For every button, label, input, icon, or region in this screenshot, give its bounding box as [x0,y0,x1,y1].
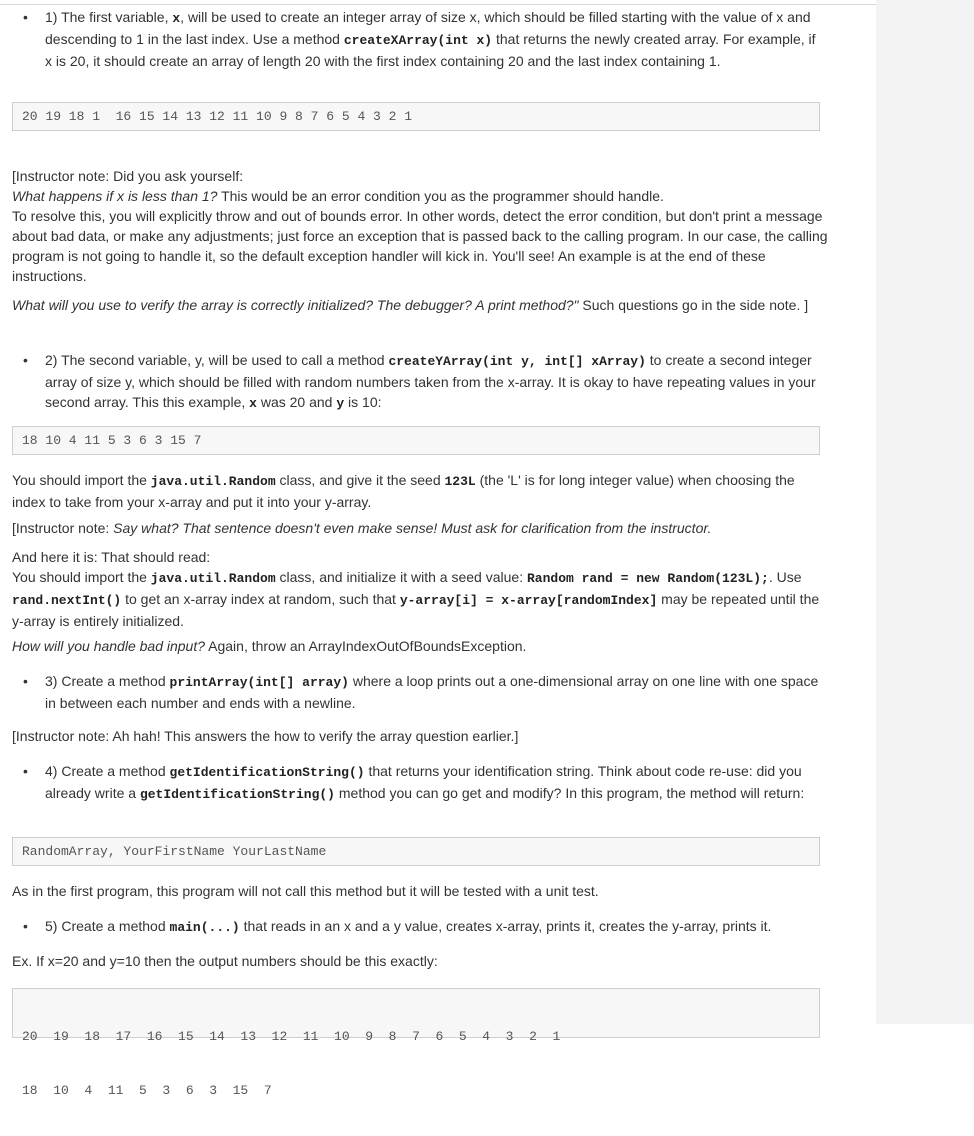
step-text: that reads in an x and a y value, creates x-array, prints it, creates the y-array, prints it. [239,918,772,934]
note-question: How will you handle bad input? [12,638,206,654]
step-number: 3) [45,673,58,689]
clarification-text [12,567,832,631]
note-text: Such questions go in the side note. ] [578,297,809,313]
step-text: Create a method [57,763,170,779]
inline-code: java.util.Random [150,571,276,586]
instructor-note-1 [12,166,832,286]
code-line: 18 10 4 11 5 3 6 3 15 7 [22,1083,272,1098]
code-line: 20 19 18 17 16 15 14 13 12 11 10 9 8 7 6 5 4 3 2 1 [22,1029,561,1044]
inline-code: 123L [444,474,476,489]
note-text: To resolve this, you will explicitly throw and out of bounds error. In other words, detect the error condition, but don't print a message about bad data, or make any adjustments; just force an exception that is passed back to the calling program. In our case, the calling program is not going to handle it, so the default exception handler will kick in. You'll see! An example is at the end of these instructions. [12,208,828,284]
step-number: 1) [45,9,58,25]
paragraph-text: Again, throw an ArrayIndexOutOfBoundsException. [205,638,527,654]
clarification-paragraph [12,547,832,631]
right-sidebar [876,0,974,1024]
paragraph-text: may be repeated until the y-array is entirely initialized. [12,591,820,629]
step-text: to create a second integer array of size y, which should be filled with random numbers taken from the x-array. It is okay to have repeating values in your second array. This this example, [45,352,816,410]
inline-code: y-array[i] = x-array[randomIndex] [399,593,658,608]
inline-code: main(...) [169,920,240,935]
step-text: Create a method [57,673,170,689]
instructor-note-1-question [12,295,832,315]
note-line: [Instructor note: Did you ask yourself: [12,168,244,184]
paragraph-text: And here it is: That should read: [12,549,211,565]
step-text: that returns your identification string. Think about code re-use: did you already write a [45,763,802,801]
step-text: where a loop prints out a one-dimensional array on one line with one space in between each number and ends with a newline. [45,673,819,711]
paragraph-text: You should import the [12,472,151,488]
code-output-y-array: 18 10 4 11 5 3 6 3 15 7 [12,426,820,455]
note-question: Say what? That sentence doesn't even make sense! Must ask for clarification from the instructor. [113,520,712,536]
note-question: What happens if x is less than 1? [12,188,218,204]
inline-code: createXArray(int x) [343,33,493,48]
inline-code: x [172,11,181,26]
step-5 [23,916,825,938]
step-number: 5) [45,918,58,934]
step-text: Create a method [57,918,170,934]
note-text: This would be an error condition you as the programmer should handle. [217,188,664,204]
bad-input-paragraph [12,636,832,656]
inline-code: getIdentificationString() [139,787,335,802]
paragraph-text: class, and initialize it with a seed value: [275,569,527,585]
paragraph-text: You should import the [12,569,151,585]
step-text: that returns the newly created array. For example, if x is 20, it should create an array of length 20 with the first index containing 20 and the last index containing 1. [45,31,816,69]
paragraph-text: (the 'L' is for long integer value) when choosing the index to take from your x-array and put it into your y-array. [12,472,795,510]
step-text: method you can go get and modify? In this program, the method will return: [334,785,805,801]
example-paragraph: Ex. If x=20 and y=10 then the output numbers should be this exactly: [12,953,438,969]
code-output-example [12,988,820,1098]
step-3 [23,671,825,713]
step-number: 2) [45,352,58,368]
step-2 [23,350,825,414]
inline-code: getIdentificationString() [169,765,365,780]
inline-code: printArray(int[] array) [169,675,349,690]
inline-code: y [336,396,345,411]
note-question: What will you use to verify the array is correctly initialized? The debugger? A print method?" [12,297,579,313]
paragraph-text: to get an x-array index at random, such that [121,591,400,607]
paragraph-text: class, and give it the seed [275,472,445,488]
note-line [12,186,832,206]
step-text: is 10: [344,394,382,410]
inline-code: Random rand = new Random(123L); [526,571,769,586]
code-output-x-array: 20 19 18 1 16 15 14 13 12 11 10 9 8 7 6 5 4 3 2 1 [12,102,820,131]
step-4 [23,761,825,805]
step-text: The second variable, y, will be used to call a method [57,352,389,368]
inline-code: rand.nextInt() [12,593,122,608]
code-output-identification: RandomArray, YourFirstName YourLastName [12,837,820,866]
step-text: The first variable, [57,9,173,25]
random-paragraph [12,470,832,512]
inline-code: java.util.Random [150,474,276,489]
inline-code: createYArray(int y, int[] xArray) [388,354,646,369]
step-text: , will be used to create an integer array of size x, which should be filled starting with the value of x and descending to 1 in the last index. Use a method [45,9,811,47]
bullet-icon: • [23,763,28,779]
note-text: [Instructor note: [12,520,114,536]
step-text: was 20 and [256,394,337,410]
bullet-icon: • [23,673,28,689]
first-program-paragraph: As in the first program, this program will not call this method but it will be tested with a unit test. [12,883,599,899]
step-number: 4) [45,763,58,779]
bullet-icon: • [23,9,28,25]
inline-code: x [249,396,257,411]
paragraph-text: . Use [768,569,802,585]
instructor-note-3: [Instructor note: Ah hah! This answers the how to verify the array question earlier.] [12,728,519,744]
instructor-note-2 [12,518,832,538]
bullet-icon: • [23,918,28,934]
bullet-icon: • [23,352,28,368]
step-1 [23,7,825,71]
